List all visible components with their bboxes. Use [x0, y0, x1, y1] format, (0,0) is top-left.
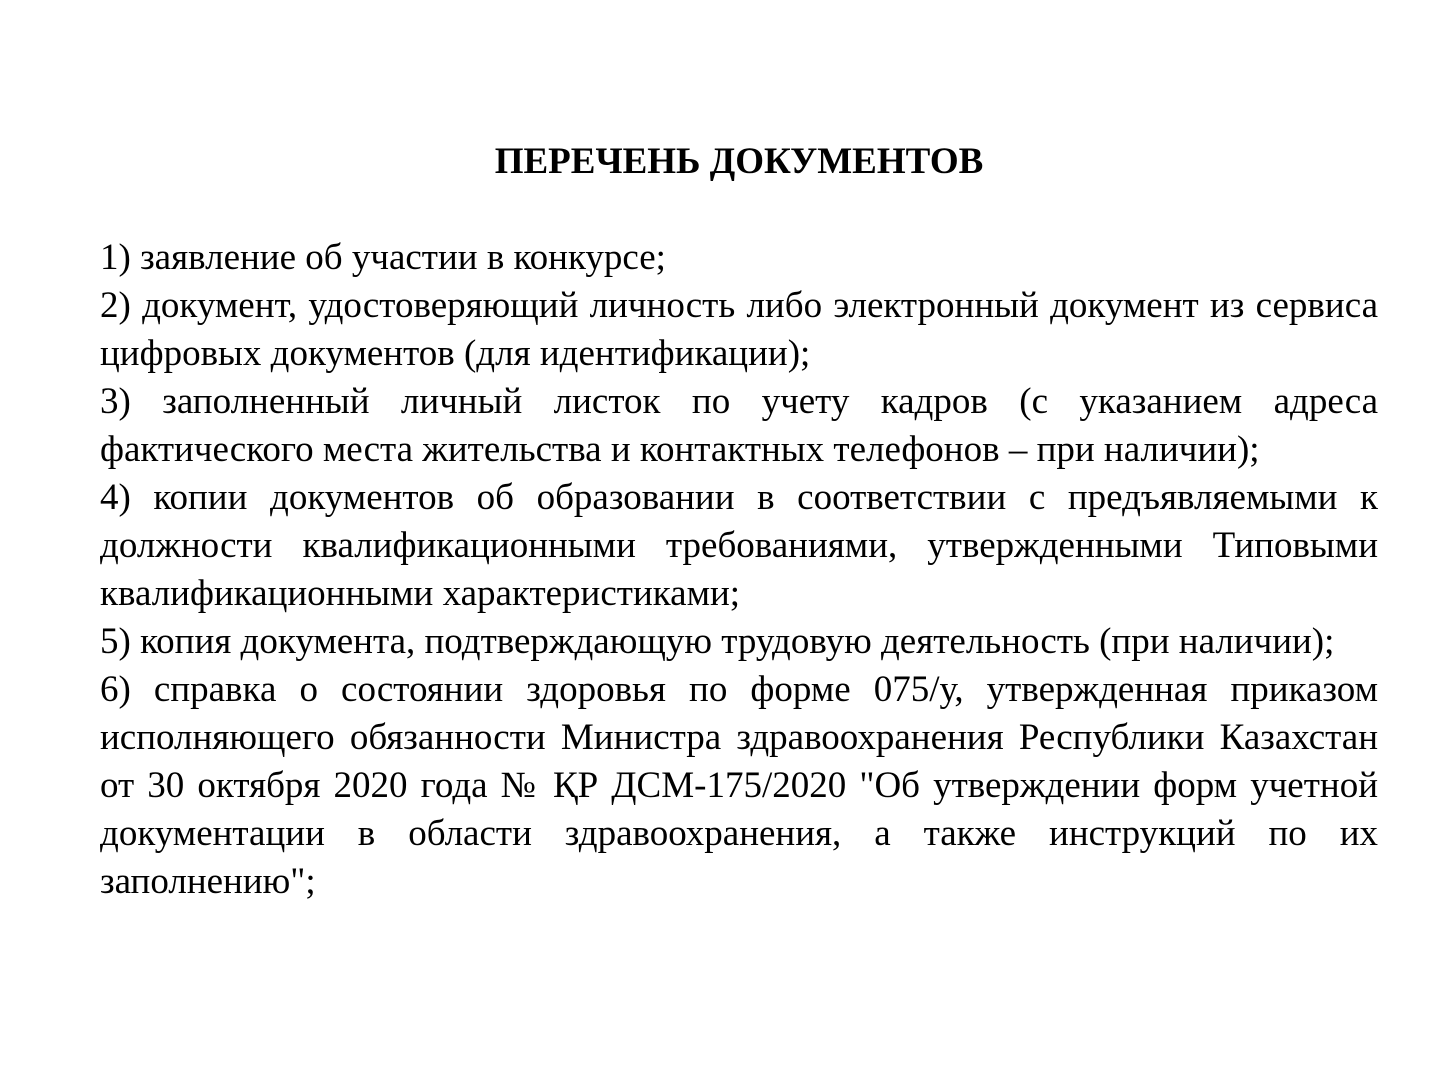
document-title: ПЕРЕЧЕНЬ ДОКУМЕНТОВ: [494, 141, 984, 182]
document-content: [100, 0, 1378, 906]
list-item-3: 3) заполненный личный листок по учету кадров (с указанием адреса фактического места жительства и контактных телефонов – при наличии);: [100, 381, 1378, 470]
list-item-6: 6) справка о состоянии здоровья по форме 075/у, утвержденная приказом исполняющего обязанности Министра здравоохранения Республики Казахстан от 30 октября 2020 года № ҚР ДСМ-175/2020 "Об утверждении форм учетной документации в области здравоохранения, а также инструкций по их заполнению";: [100, 669, 1378, 902]
list-item-1: 1) заявление об участии в конкурсе;: [100, 237, 666, 278]
list-item-2: 2) документ, удостоверяющий личность либо электронный документ из сервиса цифровых документов (для идентификации);: [100, 285, 1378, 374]
list-item-4: 4) копии документов об образовании в соответствии с предъявляемыми к должности квалификационными требованиями, утвержденными Типовыми квалификационными характеристиками;: [100, 477, 1378, 614]
list-item-5: 5) копия документа, подтверждающую трудовую деятельность (при наличии);: [100, 621, 1335, 662]
